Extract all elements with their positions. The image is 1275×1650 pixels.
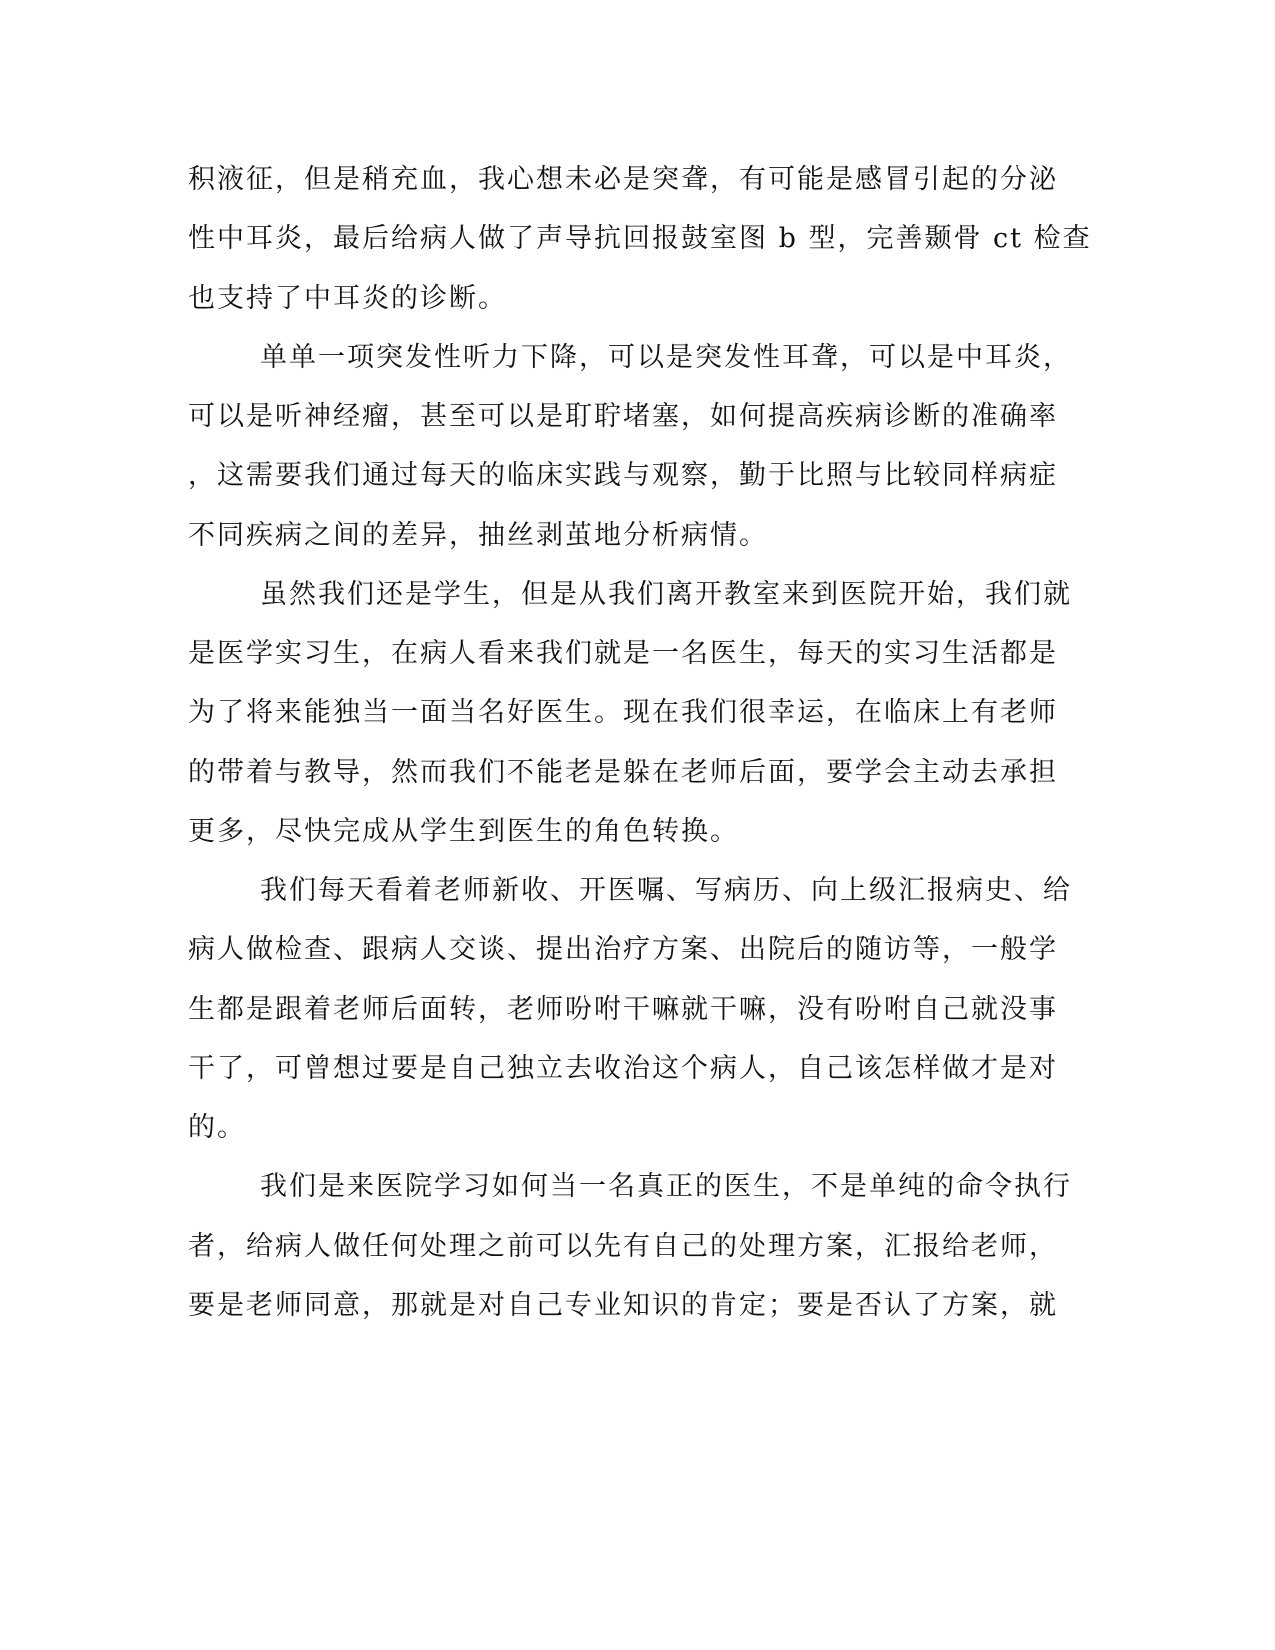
text-line: 不同疾病之间的差异，抽丝剥茧地分析病情。 xyxy=(188,520,768,551)
text-line: 积液征，但是稍充血，我心想未必是突聋，有可能是感冒引起的分泌 xyxy=(188,164,1058,195)
text-line: ，这需要我们通过每天的临床实践与观察，勤于比照与比较同样病症 xyxy=(188,460,1058,491)
text-line: 是医学实习生，在病人看来我们就是一名医生，每天的实习生活都是 xyxy=(188,638,1058,669)
paragraph-first-line: 单单一项突发性听力下降，可以是突发性耳聋，可以是中耳炎， xyxy=(260,342,1072,373)
text-line: 也支持了中耳炎的诊断。 xyxy=(188,283,507,314)
text-line: 病人做检查、跟病人交谈、提出治疗方案、出院后的随访等，一般学 xyxy=(188,934,1058,965)
text-line: 生都是跟着老师后面转，老师吩咐干嘛就干嘛，没有吩咐自己就没事 xyxy=(188,994,1058,1025)
text-line: 要是老师同意，那就是对自己专业知识的肯定；要是否认了方案，就 xyxy=(188,1290,1058,1321)
text-line: 为了将来能独当一面当名好医生。现在我们很幸运，在临床上有老师 xyxy=(188,697,1058,728)
text-line: 性中耳炎，最后给病人做了声导抗回报鼓室图 b 型，完善颞骨 ct 检查 xyxy=(188,223,1092,254)
paragraph-first-line: 我们是来医院学习如何当一名真正的医生，不是单纯的命令执行 xyxy=(260,1171,1072,1202)
text-line: 更多，尽快完成从学生到医生的角色转换。 xyxy=(188,816,739,847)
text-line: 可以是听神经瘤，甚至可以是耵聍堵塞，如何提高疾病诊断的准确率 xyxy=(188,401,1058,432)
paragraph-first-line: 虽然我们还是学生，但是从我们离开教室来到医院开始，我们就 xyxy=(260,579,1072,610)
text-line: 者，给病人做任何处理之前可以先有自己的处理方案，汇报给老师， xyxy=(188,1231,1058,1262)
text-line: 的。 xyxy=(188,1112,246,1143)
text-line: 干了，可曾想过要是自己独立去收治这个病人，自己该怎样做才是对 xyxy=(188,1053,1058,1084)
text-line: 的带着与教导，然而我们不能老是躲在老师后面，要学会主动去承担 xyxy=(188,757,1058,788)
paragraph-first-line: 我们每天看着老师新收、开医嘱、写病历、向上级汇报病史、给 xyxy=(260,875,1072,906)
